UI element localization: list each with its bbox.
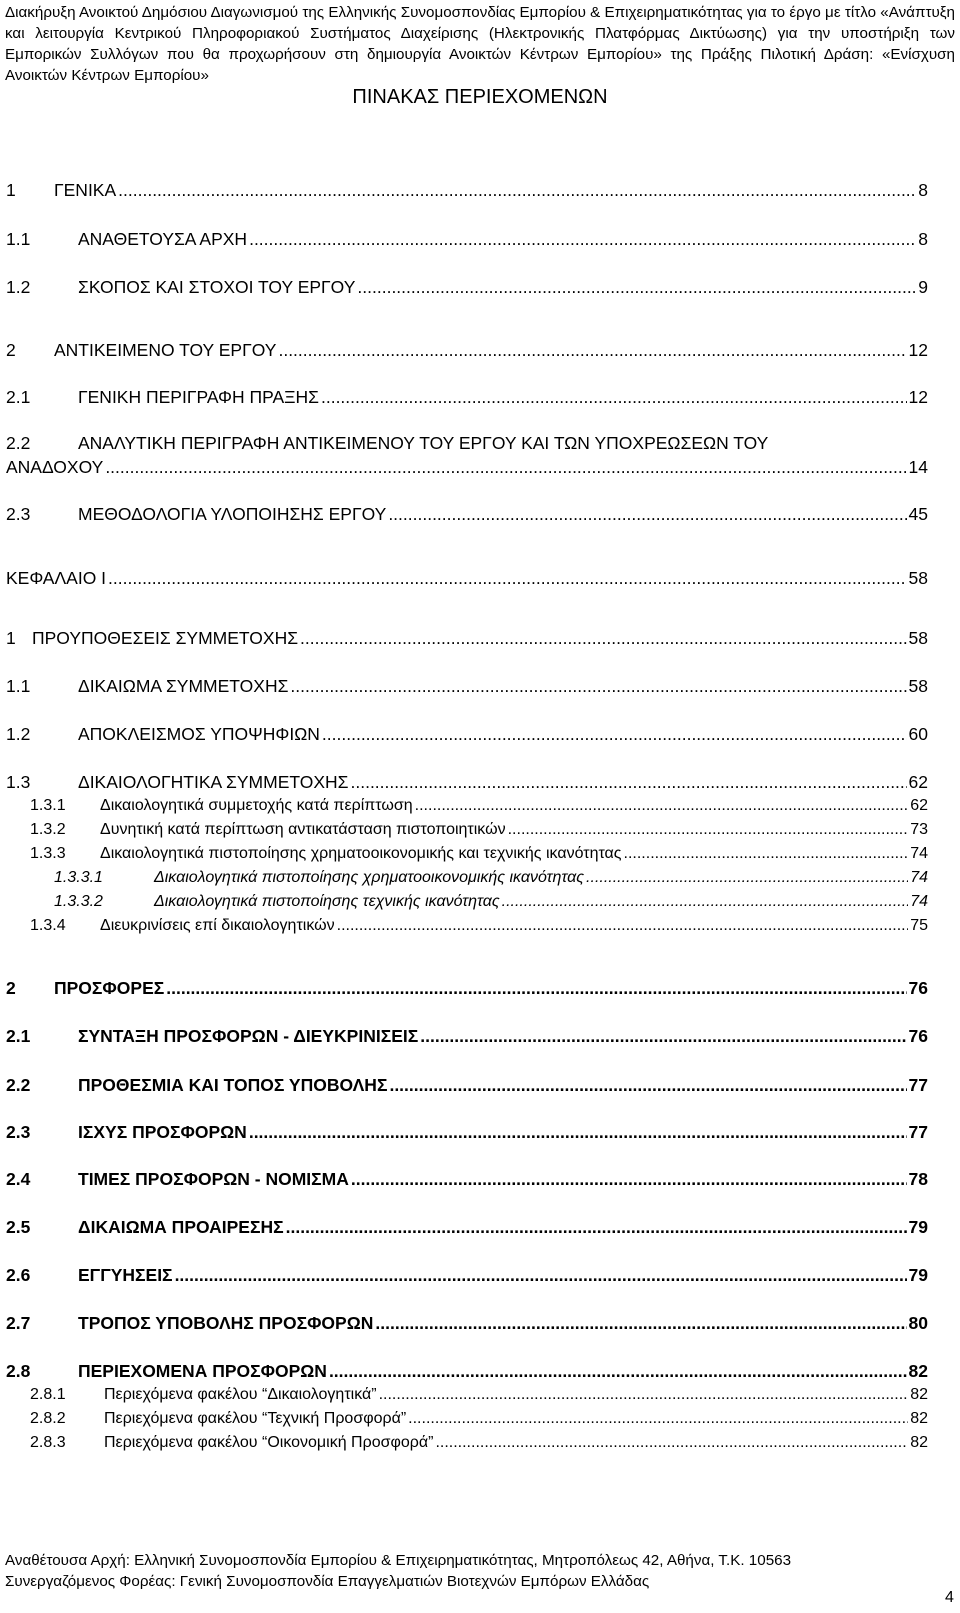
page-number: 4	[945, 1589, 954, 1606]
toc-entry-title-continued: ΑΝΑΔΟΧΟΥ	[6, 457, 104, 477]
toc-entry-number: 2.1	[6, 387, 31, 407]
toc-leader-dots	[322, 724, 907, 745]
toc-entry-page: 8	[918, 180, 928, 200]
toc-entry-page: 82	[910, 1410, 928, 1427]
toc-entry[interactable]	[54, 893, 928, 911]
toc-entry[interactable]	[30, 821, 928, 839]
toc-entry-page: 74	[910, 893, 928, 910]
toc-entry-page: 82	[910, 1434, 928, 1451]
toc-entry-page: 74	[910, 845, 928, 862]
toc-entry-number: 2.1	[6, 1026, 31, 1046]
toc-entry-page: 62	[908, 772, 928, 792]
toc-leader-dots	[586, 869, 908, 887]
toc-entry-page: 58	[908, 676, 928, 696]
toc-leader-dots	[389, 1075, 906, 1096]
toc-leader-dots	[415, 797, 909, 815]
toc-entry-page: 9	[918, 277, 928, 297]
toc-entry-title: ΑΝΑΘΕΤΟΥΣΑ ΑΡΧΗ	[78, 229, 248, 249]
toc-entry-title: ΜΕΘΟΔΟΛΟΓΙΑ ΥΛΟΠΟΙΗΣΗΣ ΕΡΓΟΥ	[78, 504, 387, 524]
toc-entry-number: 2.5	[6, 1217, 31, 1237]
toc-entry[interactable]	[6, 1313, 928, 1334]
toc-entry[interactable]	[6, 1361, 928, 1382]
toc-leader-dots	[502, 893, 909, 911]
toc-entry[interactable]	[6, 568, 928, 589]
toc-leader-dots	[624, 845, 909, 863]
toc-entry[interactable]	[6, 180, 928, 201]
footer-cooperating-body: Συνεργαζόμενος Φορέας: Γενική Συνομοσπονδία Επαγγελματιών Βιοτεχνών Εμπόρων Ελλάδας	[5, 1573, 650, 1590]
toc-leader-dots	[408, 1410, 908, 1428]
toc-leader-dots	[290, 676, 906, 697]
toc-leader-dots	[300, 628, 907, 649]
toc-entry-page: 60	[908, 724, 928, 744]
toc-entry-page: 58	[908, 628, 928, 648]
toc-entry-title: ΠΡΟΥΠΟΘΕΣΕΙΣ ΣΥΜΜΕΤΟΧΗΣ	[32, 628, 299, 648]
toc-entry-title: Δυνητική κατά περίπτωση αντικατάσταση πιστοποιητικών	[100, 821, 506, 838]
toc-entry-title: ΣΚΟΠΟΣ ΚΑΙ ΣΤΟΧΟΙ ΤΟΥ ΕΡΓΟΥ	[78, 277, 356, 297]
toc-entry-title: Περιεχόμενα φακέλου “Τεχνική Προσφορά”	[104, 1410, 407, 1427]
toc-entry-title: Διευκρινίσεις επί δικαιολογητικών	[100, 917, 335, 934]
toc-entry-page: 12	[908, 340, 928, 360]
toc-entry-number: 2.3	[6, 504, 31, 524]
toc-leader-dots	[329, 1361, 907, 1382]
toc-leader-dots	[105, 457, 906, 478]
toc-entry-page: 73	[910, 821, 928, 838]
toc-entry-number: 2	[6, 340, 16, 360]
toc-entry-page: 8	[918, 229, 928, 249]
toc-entry-number: 1	[6, 628, 16, 648]
toc-entry-number: 2	[6, 978, 16, 998]
toc-leader-dots	[166, 978, 906, 999]
toc-entry-number: 2.3	[6, 1122, 31, 1142]
document-footer	[5, 1550, 955, 1592]
toc-entry-number: 1.3.1	[30, 797, 66, 814]
toc-entry[interactable]	[30, 1410, 928, 1428]
toc-entry-page: 79	[908, 1265, 928, 1285]
toc-leader-dots	[388, 504, 906, 525]
toc-entry-title: ΠΡΟΘΕΣΜΙΑ ΚΑΙ ΤΟΠΟΣ ΥΠΟΒΟΛΗΣ	[78, 1075, 388, 1095]
toc-entry-number: 2.8.2	[30, 1410, 66, 1427]
toc-entry-title: ΠΕΡΙΕΧΟΜΕΝΑ ΠΡΟΣΦΟΡΩΝ	[78, 1361, 327, 1381]
toc-entry-page: 75	[910, 917, 928, 934]
toc-entry-title: ΑΝΤΙΚΕΙΜΕΝΟ ΤΟΥ ΕΡΓΟΥ	[54, 340, 277, 360]
toc-entry[interactable]	[6, 1122, 928, 1143]
toc-entry-title: ΔΙΚΑΙΩΜΑ ΣΥΜΜΕΤΟΧΗΣ	[78, 676, 289, 696]
toc-entry-page: 79	[908, 1217, 928, 1237]
toc-entry[interactable]	[6, 1075, 928, 1096]
toc-entry-page: 12	[908, 387, 928, 407]
toc-leader-dots	[435, 1434, 908, 1452]
toc-leader-dots	[508, 821, 909, 839]
toc-entry-page: 80	[908, 1313, 928, 1333]
toc-leader-dots	[351, 772, 907, 793]
toc-entry-number: 1.3.3	[30, 845, 66, 862]
toc-leader-dots	[321, 387, 907, 408]
toc-entry-title: Περιεχόμενα φακέλου “Οικονομική Προσφορά”	[104, 1434, 434, 1451]
toc-leader-dots	[286, 1217, 907, 1238]
toc-entry-number: 2.8	[6, 1361, 31, 1381]
toc-entry[interactable]	[54, 869, 928, 887]
toc-entry[interactable]	[6, 229, 928, 250]
toc-entry[interactable]	[6, 772, 928, 793]
toc-entry-number: 1.1	[6, 676, 31, 696]
toc-entry-title: Δικαιολογητικά συμμετοχής κατά περίπτωση	[100, 797, 413, 814]
toc-entry-page: 62	[910, 797, 928, 814]
toc-entry-page: 58	[908, 568, 928, 588]
toc-title: ΠΙΝΑΚΑΣ ΠΕΡΙΕΧΟΜΕΝΩΝ	[352, 86, 608, 108]
toc-entry-page: 77	[908, 1122, 928, 1142]
toc-entry-number: 1.2	[6, 724, 31, 744]
toc-entry-page: 77	[908, 1075, 928, 1095]
toc-entry-title: Περιεχόμενα φακέλου “Δικαιολογητικά”	[104, 1386, 377, 1403]
toc-entry[interactable]	[6, 504, 928, 525]
toc-leader-dots	[379, 1386, 909, 1404]
toc-entry-title: ΤΡΟΠΟΣ ΥΠΟΒΟΛΗΣ ΠΡΟΣΦΟΡΩΝ	[78, 1313, 374, 1333]
toc-leader-dots	[118, 180, 916, 201]
toc-entry-number: 2.2	[6, 1075, 31, 1095]
toc-entry-page: 74	[910, 869, 928, 886]
toc-entry-title: ΣΥΝΤΑΞΗ ΠΡΟΣΦΟΡΩΝ - ΔΙΕΥΚΡΙΝΙΣΕΙΣ	[78, 1026, 419, 1046]
toc-entry-title: ΑΠΟΚΛΕΙΣΜΟΣ ΥΠΟΨΗΦΙΩΝ	[78, 724, 320, 744]
toc-entry[interactable]	[6, 1217, 928, 1238]
toc-entry-title: Δικαιολογητικά πιστοποίησης χρηματοοικονομικής ικανότητας	[154, 869, 585, 886]
toc-entry-title: ΚΕΦΑΛΑΙΟ Ι	[6, 568, 107, 588]
toc-entry-title: Δικαιολογητικά πιστοποίησης τεχνικής ικανότητας	[154, 893, 500, 910]
toc-entry[interactable]	[30, 797, 928, 815]
toc-entry[interactable]	[30, 1386, 928, 1404]
toc-entry-page: 76	[908, 1026, 928, 1046]
toc-leader-dots	[249, 1122, 907, 1143]
toc-entry[interactable]	[6, 676, 928, 697]
toc-entry-page: 78	[908, 1169, 928, 1189]
toc-entry-title: ΓΕΝΙΚΑ	[54, 180, 117, 200]
toc-entry-page: 82	[908, 1361, 928, 1381]
toc-entry-title: ΔΙΚΑΙΟΛΟΓΗΤΙΚΑ ΣΥΜΜΕΤΟΧΗΣ	[78, 772, 349, 792]
toc-entry[interactable]	[6, 1026, 928, 1047]
toc-entry[interactable]	[6, 1169, 928, 1190]
toc-entry-number: 2.6	[6, 1265, 31, 1285]
toc-entry[interactable]	[30, 1434, 928, 1452]
toc-leader-dots	[351, 1169, 907, 1190]
toc-entry[interactable]	[6, 387, 928, 408]
toc-entry[interactable]	[6, 724, 928, 745]
toc-entry-number: 1	[6, 180, 16, 200]
toc-entry-number: 2.7	[6, 1313, 31, 1333]
toc-entry-title: ΓΕΝΙΚΗ ΠΕΡΙΓΡΑΦΗ ΠΡΑΞΗΣ	[78, 387, 319, 407]
toc-entry-title: ΔΙΚΑΙΩΜΑ ΠΡΟΑΙΡΕΣΗΣ	[78, 1217, 284, 1237]
toc-leader-dots	[375, 1313, 906, 1334]
toc-entry-number: 1.2	[6, 277, 31, 297]
toc-leader-dots	[108, 568, 906, 589]
toc-leader-dots	[175, 1265, 907, 1286]
toc-entry-title: Δικαιολογητικά πιστοποίησης χρηματοοικονομικής και τεχνικής ικανότητας	[100, 845, 622, 862]
toc-entry-number: 2.2	[6, 433, 31, 453]
toc-entry[interactable]	[30, 845, 928, 863]
toc-leader-dots	[420, 1026, 906, 1047]
toc-entry[interactable]	[6, 978, 928, 999]
toc-entry-first-line[interactable]	[6, 433, 768, 454]
toc-leader-dots	[249, 229, 916, 250]
toc-entry-number: 2.4	[6, 1169, 31, 1189]
toc-entry-number: 2.8.1	[30, 1386, 66, 1403]
toc-leader-dots	[278, 340, 906, 361]
toc-entry-title: ΕΓΓΥΗΣΕΙΣ	[78, 1265, 173, 1285]
toc-entry-number: 1.3.3.2	[54, 893, 103, 910]
toc-entry-number: 1.1	[6, 229, 31, 249]
toc-entry-number: 1.3	[6, 772, 31, 792]
toc-entry-number: 1.3.4	[30, 917, 66, 934]
toc-entry[interactable]	[6, 340, 928, 361]
toc-entry-number: 1.3.2	[30, 821, 66, 838]
toc-entry-title: ΙΣΧΥΣ ΠΡΟΣΦΟΡΩΝ	[78, 1122, 247, 1142]
toc-entry[interactable]	[6, 1265, 928, 1286]
toc-entry-number: 2.8.3	[30, 1434, 66, 1451]
toc-leader-dots	[357, 277, 916, 298]
toc-leader-dots	[337, 917, 909, 935]
toc-entry-page: 14	[908, 457, 928, 477]
toc-entry-page: 45	[908, 504, 928, 524]
document-header: Διακήρυξη Ανοικτού Δημόσιου Διαγωνισμού της Ελληνικής Συνομοσπονδίας Εμπορίου & Επιχειρηματικότητας για το έργο με τίτλο «Ανάπτυξη και λειτουργία Κεντρικού Πληροφοριακού Συστήματος Διαχείρισης (Ηλεκτρονικής Πλατφόρμας Δικτύωσης) για την υποστήριξη των Εμπορικών Συλλόγων που θα προχωρήσουν στη δημιουργία Ανοικτών Κέντρων Εμπορίου» της Πράξης Πιλοτική Δράση: «Ενίσχυση Ανοικτών Κέντρων Εμπορίου»	[5, 4, 955, 84]
toc-entry-number: 1.3.3.1	[54, 869, 103, 886]
toc-entry-title: ΤΙΜΕΣ ΠΡΟΣΦΟΡΩΝ - ΝΟΜΙΣΜΑ	[78, 1169, 349, 1189]
toc-entry[interactable]	[30, 917, 928, 935]
footer-contracting-authority: Αναθέτουσα Αρχή: Ελληνική Συνομοσπονδία Εμπορίου & Επιχειρηματικότητας, Μητροπόλεως 42, Αθήνα, Τ.Κ. 10563	[5, 1552, 792, 1569]
toc-entry[interactable]	[6, 628, 928, 649]
toc-entry-page: 82	[910, 1386, 928, 1403]
toc-entry-page: 76	[908, 978, 928, 998]
toc-entry[interactable]	[6, 277, 928, 298]
toc-entry-title: ΠΡΟΣΦΟΡΕΣ	[54, 978, 165, 998]
toc-entry[interactable]	[6, 457, 928, 478]
toc-entry-title: ΑΝΑΛΥΤΙΚΗ ΠΕΡΙΓΡΑΦΗ ΑΝΤΙΚΕΙΜΕΝΟΥ ΤΟΥ ΕΡΓΟΥ ΚΑΙ ΤΩΝ ΥΠΟΧΡΕΩΣΕΩΝ ΤΟΥ	[78, 433, 769, 453]
